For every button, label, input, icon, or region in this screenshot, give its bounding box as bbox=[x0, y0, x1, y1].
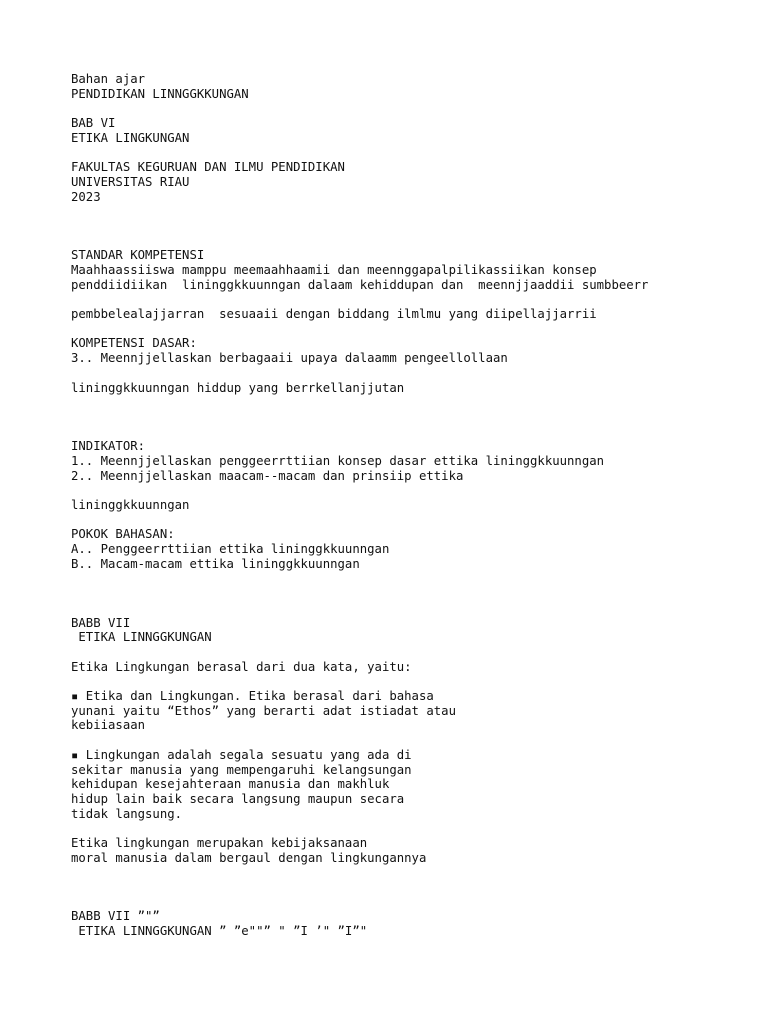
section2-intro: Etika Lingkungan berasal dari dua kata, yaitu: bbox=[71, 659, 412, 674]
section3-title: ETIKA LINNGGKUNGAN ” ”e""” " ”I ’" ”I”" bbox=[71, 924, 368, 939]
standar-line-2: penddiidiikan lininggkkuunngan dalaam kehiddupan dan meennjjaaddii sumbbeerr bbox=[71, 277, 649, 292]
pokok-line-2: B.. Macam-macam ettika lininggkkuunngan bbox=[71, 556, 360, 571]
pokok-heading: POKOK BAHASAN: bbox=[71, 527, 175, 542]
document-page bbox=[71, 72, 751, 939]
bullet2-line-5: tidak langsung. bbox=[71, 806, 183, 821]
year: 2023 bbox=[71, 189, 101, 204]
kompetensi-line-1: 3.. Meennjjellaskan berbagaaii upaya dalaamm pengeellollaan bbox=[71, 351, 508, 366]
bullet1-line-1: ▪ Etika dan Lingkungan. Etika berasal dari bahasa bbox=[71, 689, 434, 704]
section3-number: BABB VII ”"” bbox=[71, 909, 160, 924]
kompetensi-line-2: lininggkkuunngan hiddup yang berrkellanjjutan bbox=[71, 380, 405, 395]
section2-number: BABB VII bbox=[71, 615, 131, 630]
standar-heading: STANDAR KOMPETENSI bbox=[71, 248, 205, 263]
bullet2-line-1: ▪ Lingkungan adalah segala sesuatu yang ada di bbox=[71, 747, 412, 762]
standar-line-1: Maahhaassiiswa mamppu meemaahhaamii dan meennggapalpilikassiikan konsep bbox=[71, 263, 597, 277]
kompetensi-heading: KOMPETENSI DASAR: bbox=[71, 336, 197, 351]
bullet1-line-3: kebiiasaan bbox=[71, 718, 146, 733]
indikator-line-3: lininggkkuunngan bbox=[71, 498, 190, 513]
pokok-line-1: A.. Penggeerrttiian ettika lininggkkuunngan bbox=[71, 542, 390, 557]
university-name: UNIVERSITAS RIAU bbox=[71, 174, 190, 189]
standar-line-3: pembbelealajjarran sesuaaii dengan biddang ilmlmu yang diipellajjarrii bbox=[71, 307, 597, 322]
section2-title: ETIKA LINNGGKUNGAN bbox=[71, 630, 212, 645]
bullet2-line-3: kehidupan kesejahteraan manusia dan makhluk bbox=[71, 777, 390, 792]
bullet1-line-2: yunani yaitu “Ethos” yang berarti adat istiadat atau bbox=[71, 703, 456, 718]
header-line-1: Bahan ajar bbox=[71, 72, 146, 86]
indikator-heading: INDIKATOR: bbox=[71, 439, 146, 454]
definition-line-2: moral manusia dalam bergaul dengan lingkungannya bbox=[71, 850, 427, 865]
header-line-2: PENDIDIKAN LINNGGKKUNGAN bbox=[71, 86, 249, 101]
definition-line-1: Etika lingkungan merupakan kebijaksanaan bbox=[71, 836, 368, 851]
bullet-item-etika bbox=[71, 689, 751, 733]
faculty-name: FAKULTAS KEGURUAN DAN ILMU PENDIDIKAN bbox=[71, 160, 345, 175]
bullet2-line-4: hidup lain baik secara langsung maupun secara bbox=[71, 791, 405, 806]
bullet2-line-2: sekitar manusia yang mempengaruhi kelangsungan bbox=[71, 762, 412, 777]
chapter-number: BAB VI bbox=[71, 116, 116, 131]
indikator-line-2: 2.. Meennjjellaskan maacam--macam dan prinsiip ettika bbox=[71, 468, 464, 483]
indikator-line-1: 1.. Meennjjellaskan penggeerrttiian konsep dasar ettika lininggkkuunngan bbox=[71, 453, 605, 468]
bullet-item-lingkungan bbox=[71, 748, 751, 822]
chapter-title: ETIKA LINGKUNGAN bbox=[71, 130, 190, 145]
